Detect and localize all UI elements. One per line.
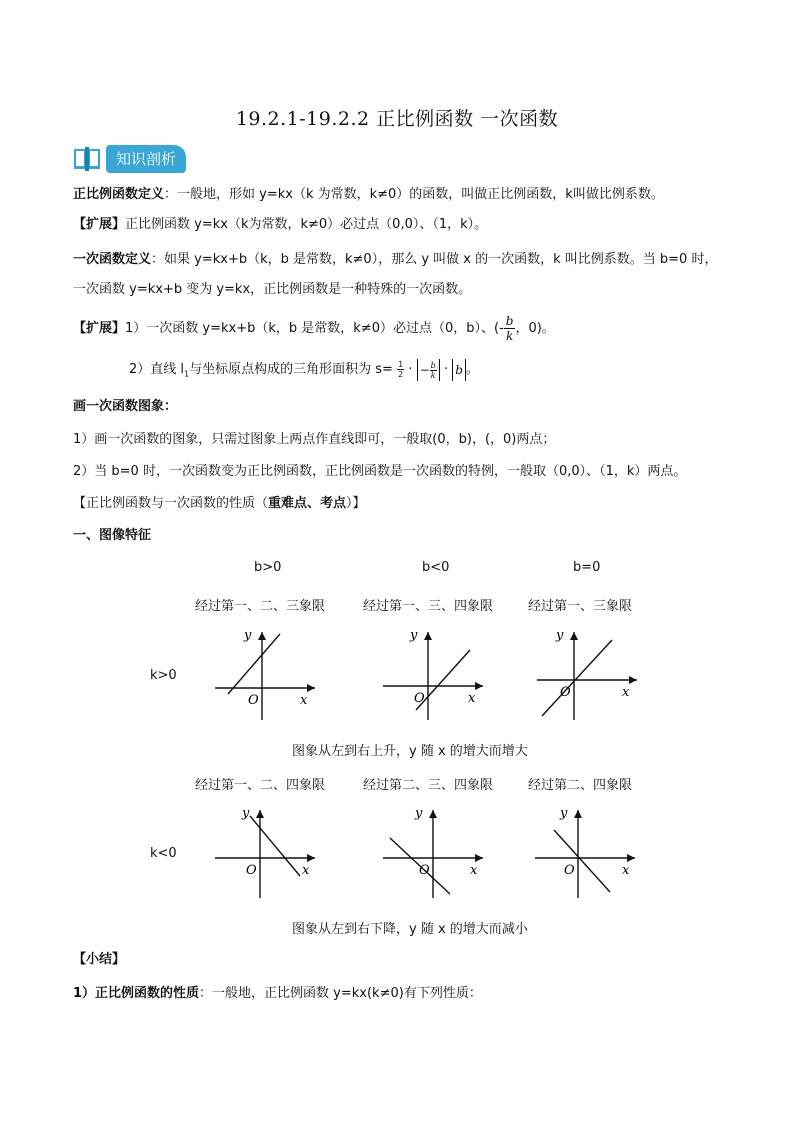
graph-kneg-bzero	[530, 800, 640, 904]
props-heading-pre: 【正比例函数与一次函数的性质（	[73, 496, 269, 511]
x-axis-label: x	[468, 691, 476, 706]
ext2-text-a: 1）一次函数 y=kx+b（k，b 是常数，k≠0）必过点（0，b）、(-	[125, 321, 504, 336]
fraction-b-over-k: $\frac{b}{k}$	[505, 314, 514, 343]
summary-line-text: ：一般地，正比例函数 y=kx(k≠0)有下列性质：	[199, 986, 482, 1001]
y-axis-label: y	[560, 806, 568, 821]
section-badge	[73, 144, 186, 174]
origin-label: O	[414, 691, 425, 706]
def2-text: ：如果 y=kx+b（k，b 是常数，k≠0），那么 y 叫做 x 的一次函数，k 叫比例系数。当 b=0 时，	[151, 252, 718, 267]
row-label-kneg: k<0	[150, 846, 177, 861]
props-heading-post: ）】	[346, 496, 366, 511]
x-axis-label: x	[302, 863, 310, 878]
col-header-b-neg: b<0	[422, 560, 450, 575]
y-axis-label: y	[242, 806, 250, 821]
caption-kneg-bzero: 经过第二、四象限	[528, 778, 633, 793]
graph-kneg-bpos	[210, 800, 320, 904]
book-icon	[73, 146, 101, 172]
y-axis-label: y	[410, 628, 418, 643]
page-title: 19.2.1-19.2.2 正比例函数 一次函数	[235, 108, 559, 130]
ext2b-text-b: 与坐标原点构成的三角形面积为 s=	[189, 362, 393, 377]
ext2b-sub: 1	[184, 369, 190, 379]
summary-kpos: 图象从左到右上升，y 随 x 的增大而增大	[292, 744, 528, 759]
ext-linear-2	[129, 358, 479, 387]
caption-kneg-bneg: 经过第二、三、四象限	[363, 778, 494, 793]
row-label-kpos: k>0	[150, 668, 177, 683]
ext1-bold: 【扩展】	[73, 217, 126, 232]
summary-kneg: 图象从左到右下降，y 随 x 的增大而减小	[292, 922, 528, 937]
ext2b-text-a: 2）直线 l	[129, 362, 185, 377]
badge-label: 知识剖析	[106, 145, 186, 173]
caption-kpos-bneg: 经过第一、三、四象限	[363, 599, 494, 614]
draw-step-2: 2）当 b=0 时，一次函数变为正比例函数，正比例函数是一次函数的特例，一般取（0,0）、（1，k）两点。	[73, 464, 687, 479]
abs-b: b	[452, 359, 466, 381]
y-axis-label: y	[244, 628, 252, 643]
summary-heading: 【小结】	[73, 952, 126, 967]
props-heading	[73, 494, 366, 514]
def-proportional	[73, 185, 664, 205]
caption-kpos-bzero: 经过第一、三象限	[528, 599, 633, 614]
graph-kpos-bpos	[210, 622, 320, 726]
def-linear-line2: 一次函数 y=kx+b 变为 y=kx，正比例函数是一种特殊的一次函数。	[73, 282, 472, 297]
summary-line	[73, 984, 482, 1004]
draw-heading: 画一次函数图象：	[73, 399, 178, 414]
origin-label: O	[560, 685, 571, 700]
ext-linear-1	[73, 314, 555, 344]
ext2-text-b: ，0)。	[515, 321, 555, 336]
summary-line-bold: 1）正比例函数的性质	[73, 986, 200, 1001]
origin-label: O	[419, 863, 430, 878]
origin-label: O	[248, 693, 259, 708]
origin-label: O	[564, 863, 575, 878]
ext1-text: 正比例函数 y=kx（k为常数，k≠0）必过点（0,0）、（1，k）。	[125, 217, 488, 232]
def1-text: ：一般地，形如 y=kx（k 为常数，k≠0）的函数，叫做正比例函数，k叫做比例系数。	[164, 187, 664, 202]
ext2b-end: 。	[465, 362, 479, 377]
caption-kpos-bpos: 经过第一、二、三象限	[195, 599, 326, 614]
props-heading-bold: 重难点、考点	[268, 496, 347, 511]
graph-kpos-bzero	[532, 622, 642, 726]
section-image-features: 一、图像特征	[73, 528, 152, 543]
abs-b-over-k: − $\frac{b}{k}$	[417, 359, 440, 381]
def1-bold: 正比例函数定义	[73, 187, 165, 202]
graph-kneg-bneg	[378, 800, 488, 904]
col-header-b-zero: b=0	[573, 560, 601, 575]
ext-proportional	[73, 215, 487, 235]
x-axis-label: x	[622, 685, 630, 700]
graph-kpos-bneg	[378, 622, 488, 726]
fraction-half: $\frac{1}{2}$	[398, 360, 404, 379]
x-axis-label: x	[622, 863, 630, 878]
origin-label: O	[246, 863, 257, 878]
dot-1: ·	[408, 362, 413, 377]
y-axis-label: y	[556, 628, 564, 643]
y-axis-label: y	[415, 806, 423, 821]
dot-2: ·	[443, 362, 449, 377]
def-linear	[73, 250, 717, 270]
x-axis-label: x	[470, 863, 478, 878]
caption-kneg-bpos: 经过第一、二、四象限	[195, 778, 326, 793]
draw-step-1: 1）画一次函数的图象，只需过图象上两点作直线即可，一般取(0，b)，(，0)两点；	[73, 432, 556, 447]
x-axis-label: x	[300, 693, 308, 708]
ext2-bold: 【扩展】	[73, 321, 126, 336]
col-header-b-pos: b>0	[254, 560, 282, 575]
def2-bold: 一次函数定义	[73, 252, 152, 267]
